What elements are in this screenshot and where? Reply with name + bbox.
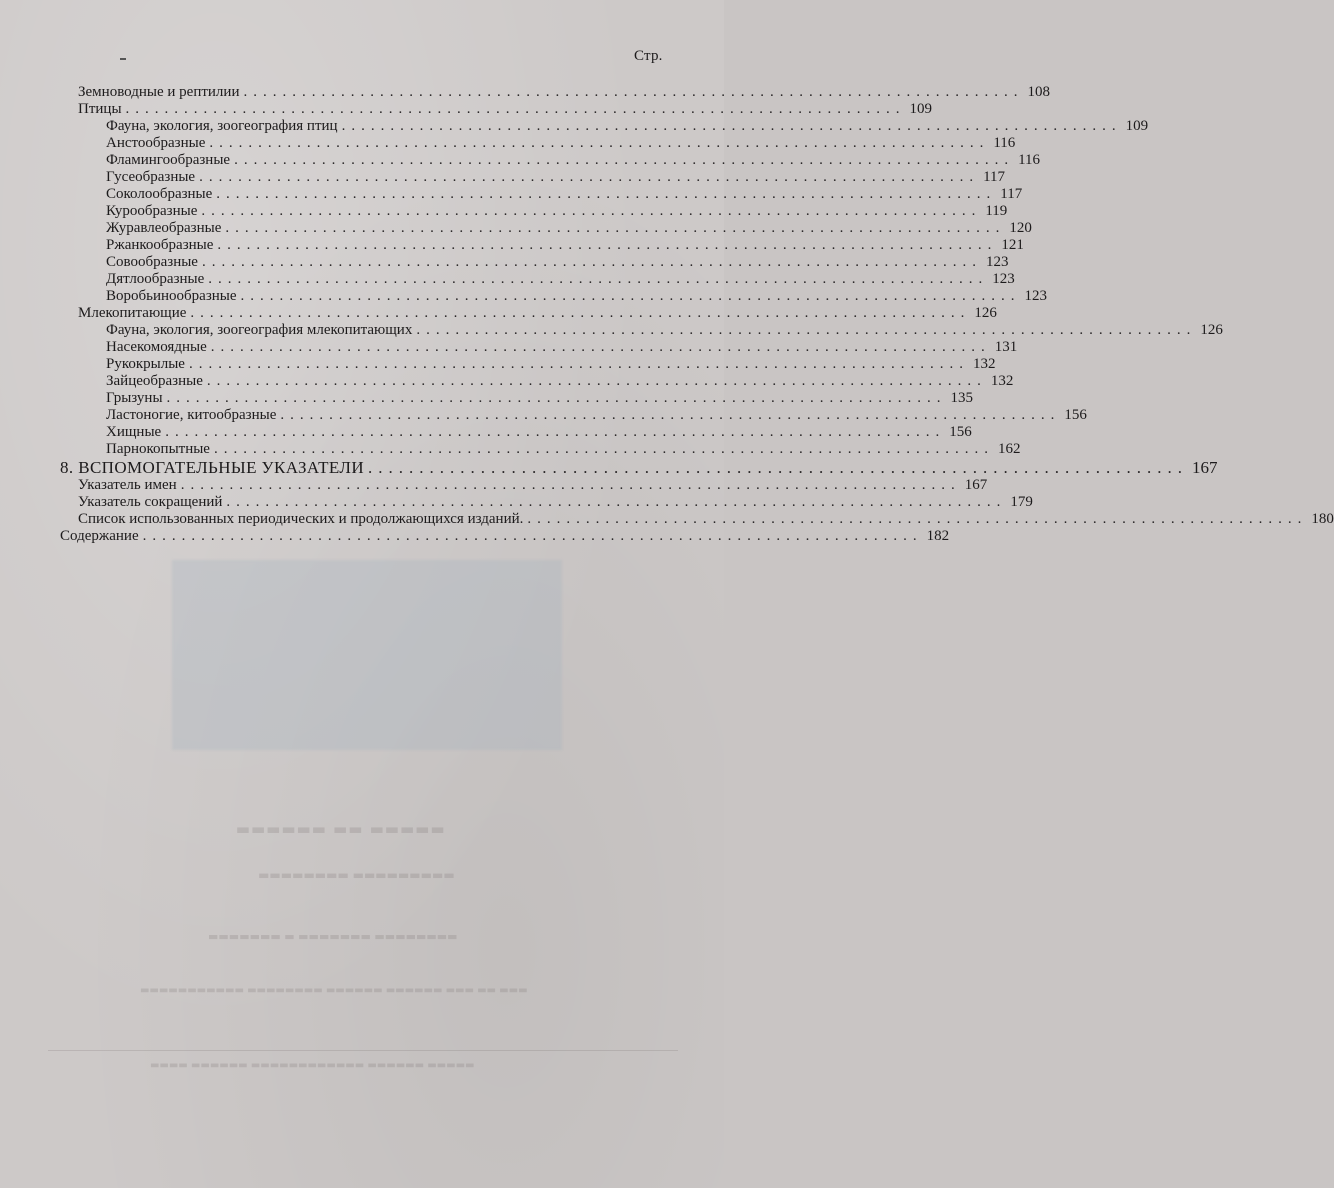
toc-entry-title: Рукокрылые — [106, 356, 185, 372]
dot-leader: ................................................................................ — [210, 339, 991, 355]
dot-leader: ................................................................................ — [368, 458, 1189, 477]
dot-leader: ................................................................................ — [280, 407, 1061, 423]
toc-entry-page: 117 — [983, 169, 1006, 185]
toc-entry-page: 109 — [909, 101, 933, 117]
toc-entry-title: Хищные — [106, 424, 162, 440]
toc-entry-title: Фламингообразные — [106, 152, 231, 168]
dot-leader: ................................................................................ — [209, 135, 990, 151]
dot-leader: ................................................................................ — [199, 169, 980, 185]
toc-entry-title: Указатель имен — [78, 477, 177, 493]
toc-entry — [60, 373, 1014, 390]
toc-entry — [60, 424, 972, 441]
dot-leader: ................................................................................ — [213, 441, 994, 457]
toc-entry — [60, 186, 1023, 203]
dot-leader: ................................................................................ — [527, 511, 1308, 527]
toc-entry — [60, 220, 1032, 237]
toc-entry-title: Указатель сокращений — [78, 494, 223, 510]
toc-entry-page: 126 — [974, 305, 997, 321]
toc-entry — [60, 101, 933, 118]
toc-entry-title: Ластоногие, китообразные — [106, 407, 277, 423]
toc-entry-page: 156 — [949, 424, 972, 440]
toc-entry-page: 121 — [1001, 237, 1024, 253]
dot-leader: ................................................................................ — [416, 322, 1197, 338]
toc-entry-page: 167 — [964, 477, 988, 493]
toc-entry-page: 117 — [1000, 186, 1023, 202]
toc-entry-title: Анстообразные — [106, 135, 206, 151]
toc-entry-title: Соколообразные — [106, 186, 213, 202]
dot-leader: ................................................................................ — [341, 118, 1122, 134]
toc-entry-title: Журавлеобразные — [106, 220, 222, 236]
toc-entry-title: Парнокопытные — [106, 441, 210, 457]
toc-entry-page: 156 — [1064, 407, 1087, 423]
dot-leader: ................................................................................ — [142, 528, 923, 544]
toc-entry-page: 120 — [1009, 220, 1032, 236]
toc-entry-page: 109 — [1125, 118, 1149, 134]
toc-entry-title: Дятлообразные — [106, 271, 205, 287]
dot-leader: ................................................................................ — [165, 424, 946, 440]
toc-entry-title: Зайцеобразные — [106, 373, 203, 389]
dot-leader: ................................................................................ — [225, 220, 1006, 236]
toc-entry-title: Фауна, экология, зоогеография птиц — [106, 118, 338, 134]
toc-entry-page: 123 — [985, 254, 1009, 270]
dot-leader: ................................................................................ — [240, 288, 1021, 304]
toc-entry-title: Гусеобразные — [106, 169, 196, 185]
toc-entry-page: 116 — [993, 135, 1016, 151]
toc-entry — [60, 169, 1006, 186]
toc-entry-page: 108 — [1027, 84, 1050, 100]
dot-leader: ................................................................................ — [234, 152, 1015, 168]
bleed-through-text: ▬▬▬▬▬ ▬▬ ▬▬▬▬▬▬ — [235, 820, 445, 838]
toc-entry-title: Птицы — [78, 101, 122, 117]
toc-entry-title: Содержание — [60, 528, 139, 544]
toc-entry — [60, 458, 1218, 477]
toc-entry — [60, 511, 1334, 528]
dot-leader: ................................................................................ — [201, 203, 982, 219]
toc-entry — [60, 390, 974, 407]
toc-entry — [60, 339, 1018, 356]
dot-leader: ................................................................................ — [217, 237, 998, 253]
toc-entry-title: 8. ВСПОМОГАТЕЛЬНЫЕ УКАЗАТЕЛИ — [60, 458, 365, 477]
toc-entry-title: Земноводные и рептилии — [78, 84, 240, 100]
toc-entry-page: 182 — [926, 528, 950, 544]
dot-leader: ................................................................................ — [166, 390, 947, 406]
toc-entry — [60, 494, 1033, 511]
bleed-through-text: ▬▬▬ ▬▬ ▬▬▬ ▬▬▬▬▬▬ ▬▬▬▬▬▬ ▬▬▬▬▬▬▬▬ ▬▬▬▬▬▬▬▬▬▬▬ — [140, 985, 528, 996]
dot-leader: ................................................................................ — [190, 305, 971, 321]
toc-entry-title: Совообразные — [106, 254, 198, 270]
toc-entry — [60, 84, 1050, 101]
toc-entry — [60, 477, 988, 494]
dot-leader: ................................................................................ — [243, 84, 1024, 100]
toc-entry-page: 126 — [1200, 322, 1223, 338]
bleed-through-rule — [48, 1050, 678, 1051]
bleed-through-text: ▬▬▬▬▬▬▬▬▬ ▬▬▬▬▬▬▬▬ — [258, 868, 455, 882]
toc-entry — [60, 528, 950, 545]
toc-entry-page: 179 — [1010, 494, 1033, 510]
toc-entry — [60, 254, 1009, 271]
bleed-through-text: ▬▬▬▬▬▬▬▬ ▬▬▬▬▬▬▬ ▬ ▬▬▬▬▬▬▬ — [208, 930, 458, 943]
toc-entry — [60, 152, 1041, 169]
bleed-through-text: ▬▬▬▬▬ ▬▬▬▬▬▬ ▬▬▬▬▬▬▬▬▬▬▬▬ ▬▬▬▬▬▬ ▬▬▬▬ — [150, 1060, 475, 1071]
toc-entry-page: 116 — [1018, 152, 1041, 168]
dot-leader: ................................................................................ — [201, 254, 982, 270]
toc-entry-page: 162 — [997, 441, 1021, 457]
toc-entry-page: 119 — [985, 203, 1008, 219]
toc-entry — [60, 288, 1048, 305]
toc-entry-title: Ржанкообразные — [106, 237, 214, 253]
toc-entry — [60, 407, 1087, 424]
toc-entry — [60, 237, 1024, 254]
toc-entry-title: Фауна, экология, зоогеография млекопитающих — [106, 322, 413, 338]
toc-entry-page: 132 — [972, 356, 996, 372]
ink-mark — [120, 58, 126, 60]
toc-entry-page: 132 — [990, 373, 1014, 389]
toc-entry-page: 123 — [992, 271, 1015, 287]
dot-leader: ................................................................................ — [206, 373, 987, 389]
toc-entry — [60, 441, 1021, 458]
dot-leader: ................................................................................ — [188, 356, 969, 372]
toc-entry-title: Млекопитающие — [78, 305, 187, 321]
page-column-header: Стр. — [634, 48, 663, 64]
toc-entry-title: Насекомоядные — [106, 339, 207, 355]
toc-entry — [60, 322, 1223, 339]
toc-entry-page: 131 — [994, 339, 1018, 355]
toc-entry-title: Грызуны — [106, 390, 163, 406]
table-of-contents — [60, 84, 1334, 545]
dot-leader: ................................................................................ — [180, 477, 961, 493]
toc-entry-page: 180 — [1311, 511, 1334, 527]
toc-entry-title: Список использованных периодических и продолжающихся изданий. — [78, 511, 524, 527]
toc-entry — [60, 203, 1008, 220]
toc-entry — [60, 356, 996, 373]
dot-leader: ................................................................................ — [226, 494, 1007, 510]
toc-entry-page: 123 — [1024, 288, 1048, 304]
toc-entry — [60, 118, 1149, 135]
toc-entry-title: Воробьинообразные — [106, 288, 237, 304]
dot-leader: ................................................................................ — [125, 101, 906, 117]
toc-entry-page: 135 — [950, 390, 974, 406]
toc-entry — [60, 271, 1015, 288]
dot-leader: ................................................................................ — [208, 271, 989, 287]
toc-entry-title: Курообразные — [106, 203, 198, 219]
toc-entry — [60, 305, 997, 322]
bleed-through-block — [172, 560, 562, 750]
dot-leader: ................................................................................ — [216, 186, 997, 202]
toc-entry-page: 167 — [1192, 458, 1218, 477]
toc-entry — [60, 135, 1016, 152]
